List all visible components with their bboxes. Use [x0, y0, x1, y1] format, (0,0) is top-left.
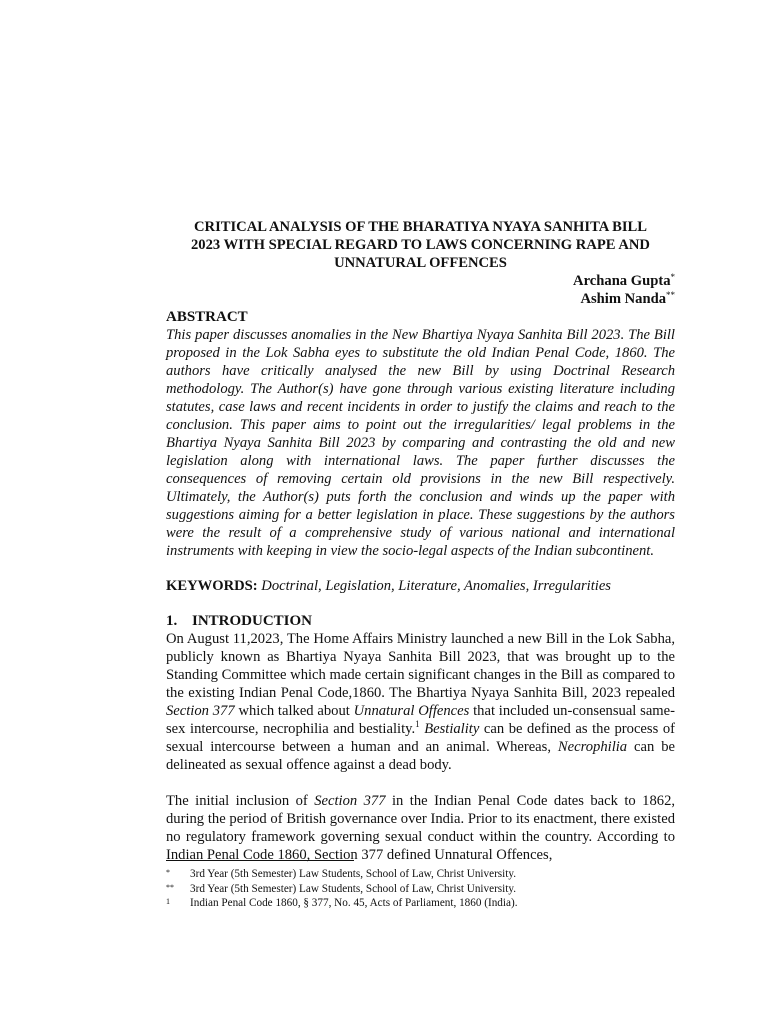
- author-list: [166, 272, 675, 308]
- section-heading: [166, 612, 675, 630]
- footnote-mark: 1: [166, 897, 170, 906]
- footnote-divider: [166, 860, 354, 861]
- text-run: which talked about: [234, 703, 354, 719]
- text-run: The initial inclusion of: [166, 793, 315, 809]
- title-line: UNNATURAL OFFENCES: [334, 255, 507, 271]
- footnote-text: 3rd Year (5th Semester) Law Students, School of Law, Christ University.: [190, 882, 517, 895]
- abstract-text: This paper discusses anomalies in the New Bhartiya Nyaya Sanhita Bill 2023. The Bill proposed in the Lok Sabha eyes to substitute the old Indian Penal Code, 1860. The authors have critically analysed the new Bill by using Doctrinal Research methodology. The Author(s) have gone through various existing literature including statutes, case laws and recent incidents in order to justify the claims and reach to the conclusion. This paper aims to point out the irregularities/ legal problems in the Bhartiya Nyaya Sanhita Bill 2023 by comparing and contrasting the old and new legislation along with international laws. The paper further discusses the consequences of removing certain old provisions in the new Bill respectively. Ultimately, the Author(s) puts forth the conclusion and winds up the paper with suggestions aiming for a better legislation in place. These suggestions by the authors were the result of a comprehensive study of various national and international instruments with keeping in view the socio-legal aspects of the Indian subcontinent.: [166, 327, 675, 559]
- author-name: Ashim Nanda: [580, 291, 666, 307]
- footnote-mark: *: [166, 868, 170, 877]
- keywords-label: KEYWORDS:: [166, 578, 258, 594]
- section-number: 1.: [166, 613, 178, 629]
- footnotes: [166, 860, 675, 911]
- italic-text: Bestiality: [424, 721, 480, 737]
- paper-title: [166, 218, 675, 272]
- footnote: [166, 882, 675, 897]
- footnote-text: 3rd Year (5th Semester) Law Students, School of Law, Christ University.: [190, 868, 517, 880]
- body-paragraph: [166, 792, 675, 864]
- footnote: [166, 896, 675, 911]
- footnote-mark: **: [166, 882, 174, 892]
- text-run: can be defined as the process of sexual intercourse between a human and an animal. Whereas,: [166, 721, 675, 755]
- author-footnote-mark: *: [670, 272, 675, 282]
- keywords: [166, 577, 675, 595]
- author-footnote-mark: **: [666, 290, 675, 300]
- author: [166, 272, 675, 290]
- abstract-heading: ABSTRACT: [166, 309, 248, 325]
- italic-text: Necrophilia: [557, 739, 628, 755]
- keywords-list: Doctrinal, Legislation, Literature, Anomalies, Irregularities: [261, 578, 611, 594]
- footnote-text: Indian Penal Code 1860, § 377, No. 45, Acts of Parliament, 1860 (India).: [190, 897, 518, 909]
- author-name: Archana Gupta: [573, 273, 671, 289]
- title-line: CRITICAL ANALYSIS OF THE BHARATIYA NYAYA SANHITA BILL: [194, 219, 647, 235]
- text-run: that included un-consensual same- sex intercourse, necrophilia and bestiality.: [166, 703, 675, 737]
- footnote-reference: 1: [415, 719, 420, 729]
- italic-text: Unnatural Offences: [353, 703, 470, 719]
- italic-text: Section 377: [166, 703, 235, 719]
- author: [166, 290, 675, 308]
- text-run: in the Indian Penal Code dates back to 1862, during the period of British governance over India. Prior to its enactment, there existed no regulatory framework governing sexual conduct within the country. According to Indian Penal Code 1860, Section 377 defined Unnatural Offences,: [166, 793, 676, 863]
- section-title: INTRODUCTION: [192, 613, 313, 629]
- footnote: [166, 867, 675, 882]
- text-run: can be delineated as sexual offence against a dead body.: [166, 739, 675, 773]
- italic-text: Section 377: [314, 793, 386, 809]
- body-paragraph: [166, 630, 675, 774]
- title-line: 2023 WITH SPECIAL REGARD TO LAWS CONCERNING RAPE AND: [191, 237, 650, 253]
- text-run: On August 11,2023, The Home Affairs Ministry launched a new Bill in the Lok Sabha, publicly known as Bhartiya Nyaya Sanhita Bill 2023, that was brought up to the Standing Committee which made certain significant changes in the Bill as compared to the existing Indian Penal Code,1860. The Bhartiya Nyaya Sanhita Bill, 2023 repealed: [166, 631, 675, 701]
- main-content: [166, 218, 675, 864]
